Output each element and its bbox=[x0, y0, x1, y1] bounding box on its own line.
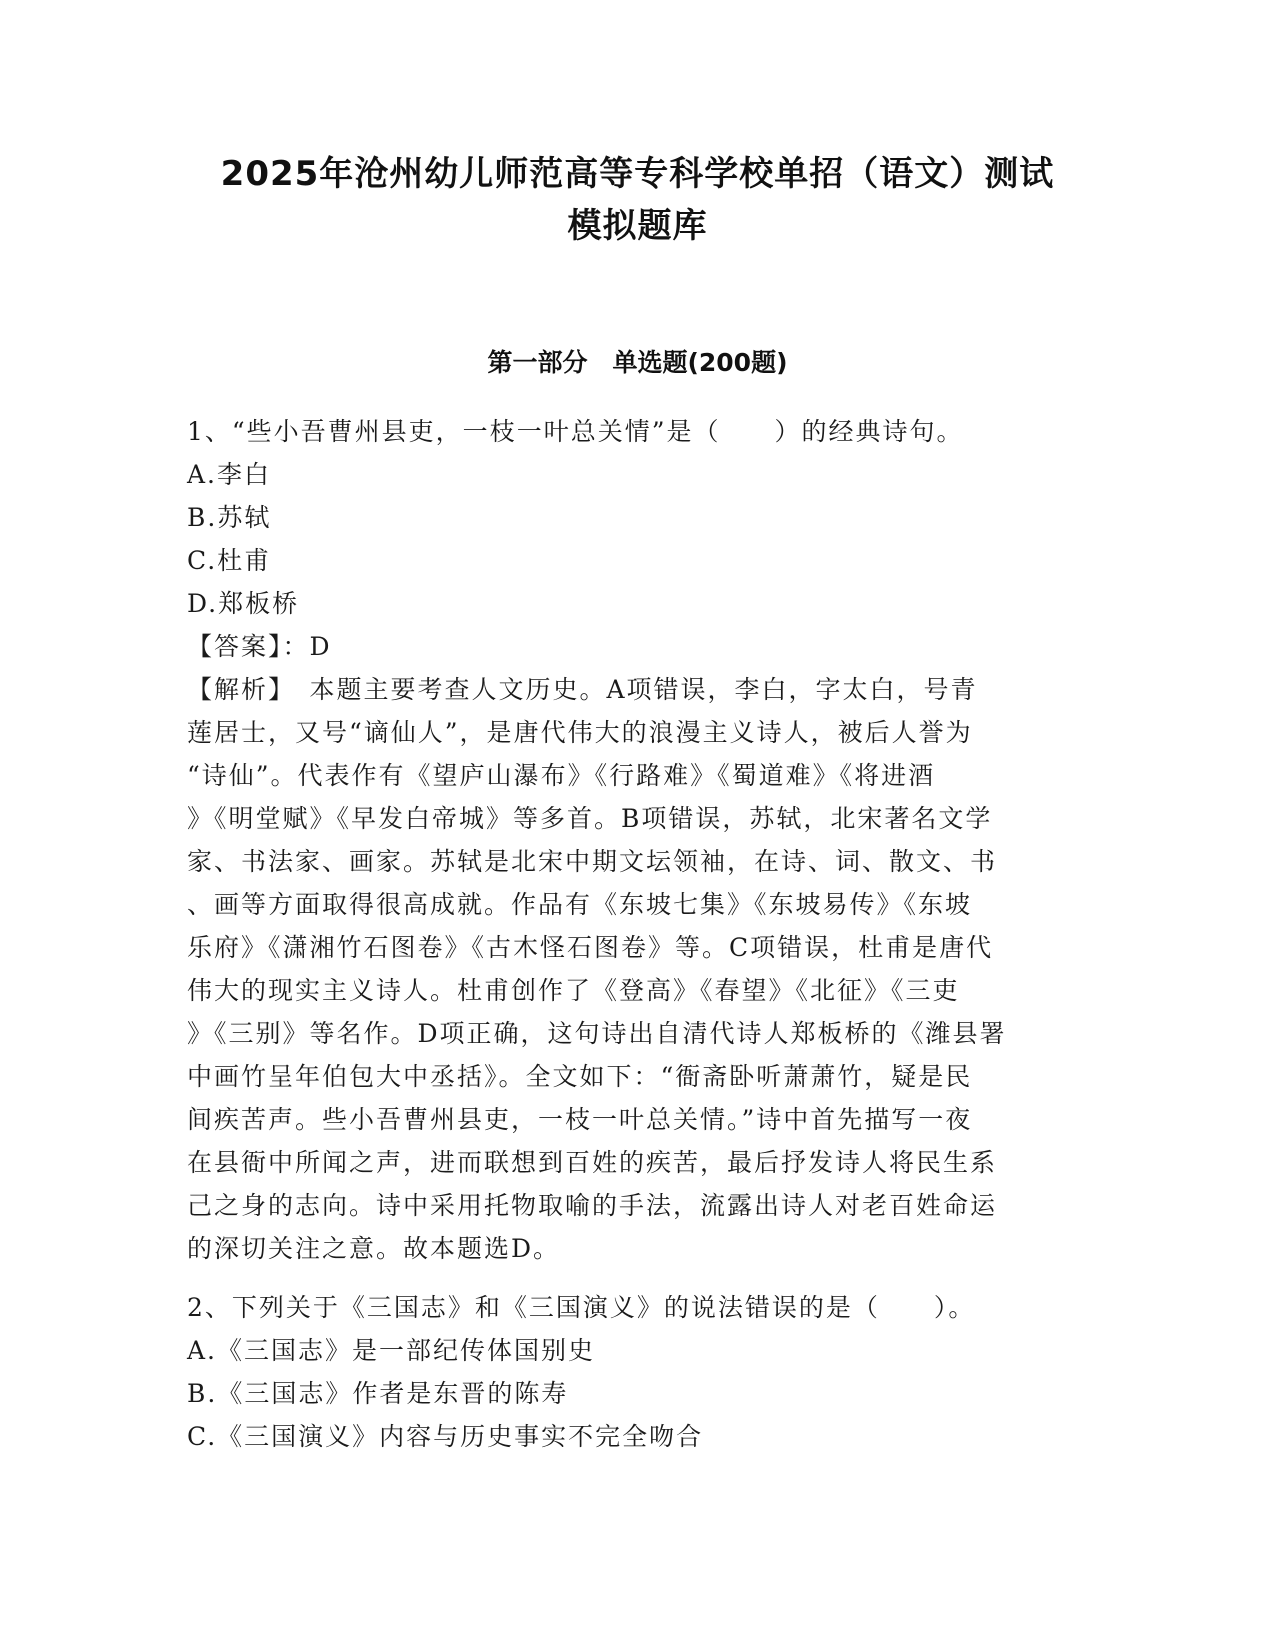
option-a: A.《三国志》是一部纪传体国别史 bbox=[187, 1336, 596, 1365]
analysis-line: 莲居士，又号“谪仙人”，是唐代伟大的浪漫主义诗人，被后人誉为 bbox=[187, 718, 973, 747]
option-c: C.《三国演义》内容与历史事实不完全吻合 bbox=[187, 1422, 704, 1451]
option-c: C.杜甫 bbox=[187, 546, 272, 575]
option-b: B.苏轼 bbox=[187, 503, 272, 532]
option-b: B.《三国志》作者是东晋的陈寿 bbox=[187, 1379, 569, 1408]
analysis-line: 的深切关注之意。故本题选D。 bbox=[187, 1234, 561, 1263]
analysis-line: 》《三别》等名作。D项正确，这句诗出自清代诗人郑板桥的《潍县署 bbox=[187, 1019, 1007, 1048]
analysis-line: 【解析】 本题主要考查人文历史。A项错误，李白，字太白，号青 bbox=[187, 675, 978, 704]
question-1 bbox=[187, 410, 1087, 1270]
question-list bbox=[187, 410, 1087, 1458]
section-heading: 第一部分 单选题(200题) bbox=[487, 348, 788, 377]
analysis-line: 》《明堂赋》《早发白帝城》等多首。B项错误，苏轼，北宋著名文学 bbox=[187, 804, 993, 833]
analysis bbox=[187, 668, 1087, 1270]
analysis-line: 、画等方面取得很高成就。作品有《东坡七集》《东坡易传》《东坡 bbox=[187, 890, 973, 919]
analysis-line: 家、书法家、画家。苏轼是北宋中期文坛领袖，在诗、词、散文、书 bbox=[187, 847, 998, 876]
question-stem: 2、下列关于《三国志》和《三国演义》的说法错误的是（ ）。 bbox=[187, 1293, 976, 1322]
title-line-2: 模拟题库 bbox=[567, 206, 708, 246]
analysis-line: 在县衙中所闻之声，进而联想到百姓的疾苦，最后抒发诗人将民生系 bbox=[187, 1148, 998, 1177]
analysis-line: “诗仙”。代表作有《望庐山瀑布》《行路难》《蜀道难》《将进酒 bbox=[187, 761, 936, 790]
question-stem: 1、“些小吾曹州县吏，一枝一叶总关情”是（ ）的经典诗句。 bbox=[187, 417, 964, 446]
analysis-line: 中画竹呈年伯包大中丞括》。全文如下：“衙斋卧听萧萧竹，疑是民 bbox=[187, 1062, 973, 1091]
option-a: A.李白 bbox=[187, 460, 272, 489]
answer-line: 【答案】：D bbox=[187, 632, 332, 661]
title-line-1: 2025年沧州幼儿师范高等专科学校单招（语文）测试 bbox=[220, 154, 1055, 194]
question-2 bbox=[187, 1286, 1087, 1458]
analysis-line: 乐府》《潇湘竹石图卷》《古木怪石图卷》等。C项错误，杜甫是唐代 bbox=[187, 933, 994, 962]
analysis-line: 间疾苦声。些小吾曹州县吏，一枝一叶总关情。”诗中首先描写一夜 bbox=[187, 1105, 973, 1134]
analysis-line: 伟大的现实主义诗人。杜甫创作了《登高》《春望》《北征》《三吏 bbox=[187, 976, 960, 1005]
document-title bbox=[150, 148, 1125, 252]
question-spacer bbox=[187, 1270, 1087, 1286]
analysis-line: 己之身的志向。诗中采用托物取喻的手法，流露出诗人对老百姓命运 bbox=[187, 1191, 998, 1220]
option-d: D.郑板桥 bbox=[187, 589, 300, 618]
